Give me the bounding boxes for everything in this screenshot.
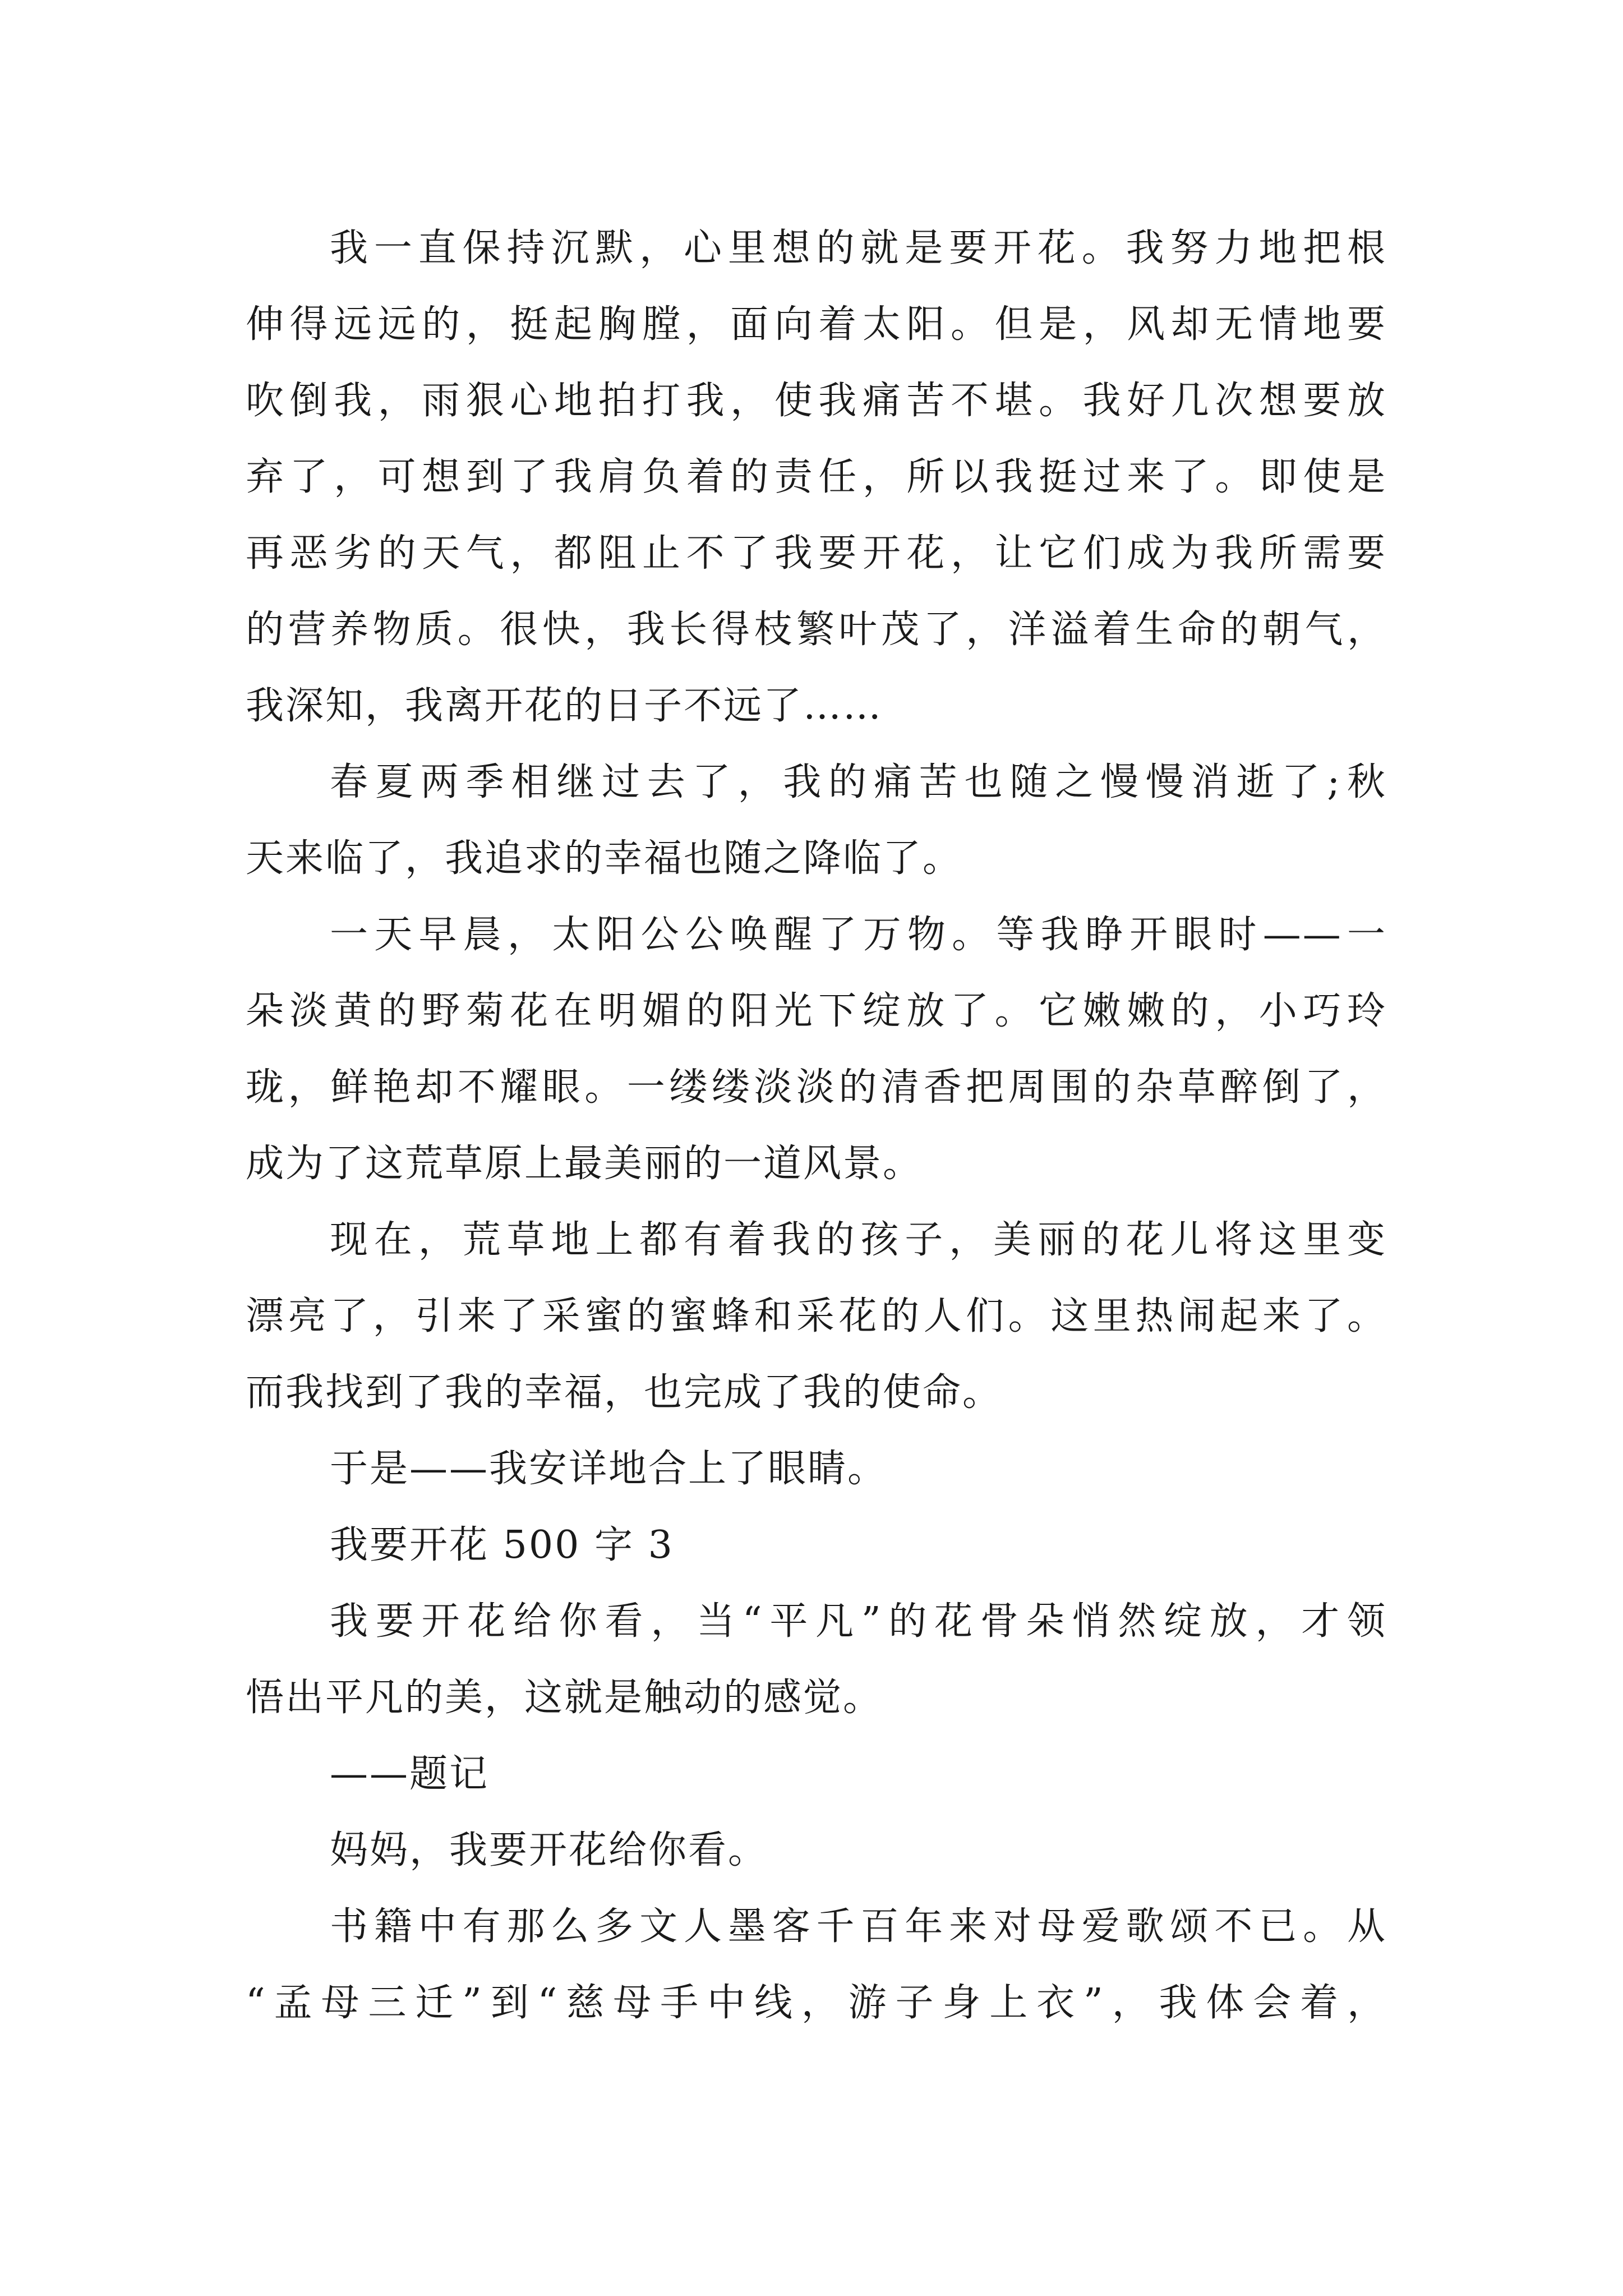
- text-line: 现在，荒草地上都有着我的孩子，美丽的花儿将这里变: [330, 1218, 1387, 1262]
- text-line: 妈妈，我要开花给你看。: [330, 1828, 768, 1872]
- text-line: 天来临了，我追求的幸福也随之降临了。: [246, 836, 963, 881]
- text-line: 再恶劣的天气，都阻止不了我要开花，让它们成为我所需要: [246, 531, 1387, 576]
- section-heading: 我要开花 500 字 3: [330, 1523, 674, 1567]
- essay-body: [246, 210, 1387, 2041]
- text-line: “孟母三迁”到“慈母手中线，游子身上衣”，我体会着，: [246, 1981, 1387, 2025]
- text-line: 一天早晨，太阳公公唤醒了万物。等我睁开眼时——一: [330, 913, 1387, 957]
- text-line: 悟出平凡的美，这就是触动的感觉。: [246, 1676, 883, 1720]
- text-line: 的营养物质。很快，我长得枝繁叶茂了，洋溢着生命的朝气，: [246, 608, 1387, 652]
- text-line: 弃了，可想到了我肩负着的责任，所以我挺过来了。即使是: [246, 455, 1387, 499]
- text-line: 成为了这荒草原上最美丽的一道风景。: [246, 1142, 923, 1186]
- epigraph-attribution: ——题记: [330, 1752, 490, 1796]
- text-line: 朵淡黄的野菊花在明媚的阳光下绽放了。它嫩嫩的，小巧玲: [246, 989, 1387, 1033]
- text-line: 吹倒我，雨狠心地拍打我，使我痛苦不堪。我好几次想要放: [246, 379, 1387, 423]
- text-line: 于是——我安详地合上了眼睛。: [330, 1447, 888, 1491]
- text-line: 我要开花给你看，当“平凡”的花骨朵悄然绽放，才领: [330, 1599, 1387, 1644]
- text-line: 珑，鲜艳却不耀眼。一缕缕淡淡的清香把周围的杂草醉倒了，: [246, 1065, 1387, 1110]
- text-line: 漂亮了，引来了采蜜的蜜蜂和采花的人们。这里热闹起来了。: [246, 1294, 1387, 1338]
- text-line: 我深知，我离开花的日子不远了……: [246, 684, 883, 728]
- text-line: 书籍中有那么多文人墨客千百年来对母爱歌颂不已。从: [330, 1904, 1387, 1949]
- text-line: 而我找到了我的幸福，也完成了我的使命。: [246, 1370, 1003, 1415]
- text-line: 春夏两季相继过去了，我的痛苦也随之慢慢消逝了;秋: [330, 760, 1387, 804]
- text-line: 伸得远远的，挺起胸膛，面向着太阳。但是，风却无情地要: [246, 302, 1387, 347]
- text-line: 我一直保持沉默，心里想的就是要开花。我努力地把根: [330, 226, 1387, 270]
